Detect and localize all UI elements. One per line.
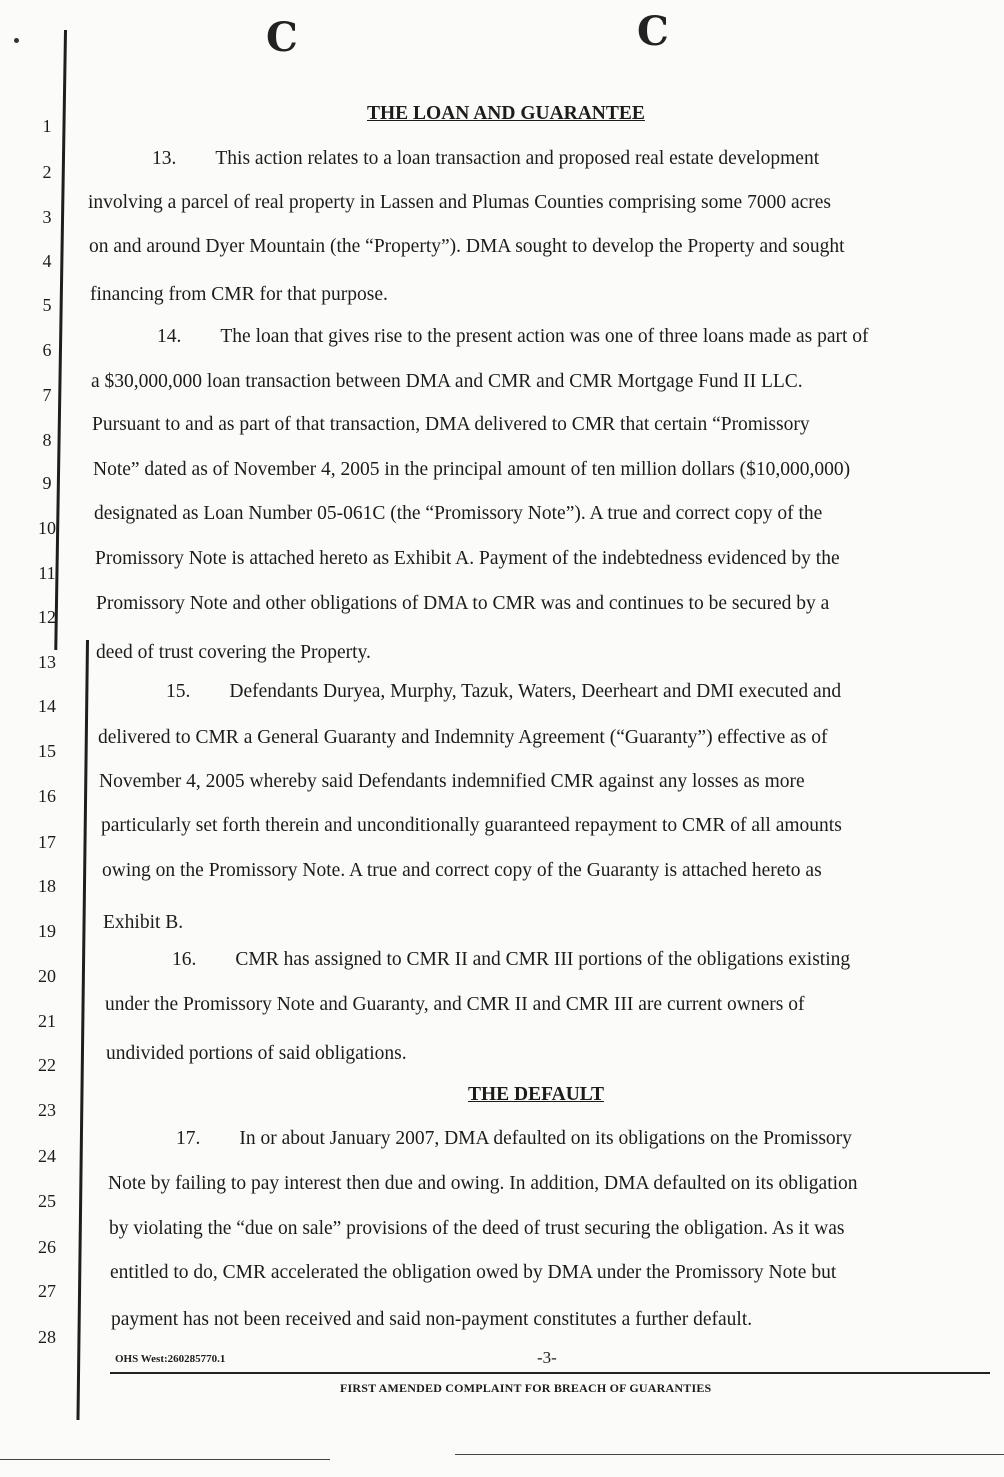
line-number: 9 — [42, 473, 52, 493]
text-line: on and around Dyer Mountain (the “Property”). DMA sought to develop the Property and sought — [89, 236, 845, 257]
text-line: financing from CMR for that purpose. — [90, 284, 388, 305]
line-number: 28 — [38, 1327, 56, 1347]
line-number: 1 — [42, 116, 52, 136]
text-line: Promissory Note is attached hereto as Exhibit A. Payment of the indebtedness evidenced by the — [95, 548, 840, 569]
line-number: 15 — [38, 741, 56, 761]
line-number: 10 — [38, 518, 56, 538]
text-line: 14. The loan that gives rise to the present action was one of three loans made as part of — [157, 326, 869, 347]
line-number: 23 — [38, 1100, 56, 1120]
line-number: 24 — [38, 1146, 56, 1166]
text-line: designated as Loan Number 05-061C (the “Promissory Note”). A true and correct copy of the — [94, 503, 823, 524]
text-line: 15. Defendants Duryea, Murphy, Tazuk, Waters, Deerheart and DMI executed and — [166, 681, 842, 702]
text-line: a $30,000,000 loan transaction between DMA and CMR and CMR Mortgage Fund II LLC. — [91, 371, 803, 392]
line-number: 8 — [42, 430, 52, 450]
text-line: owing on the Promissory Note. A true and correct copy of the Guaranty is attached hereto as — [102, 860, 822, 881]
line-number: 27 — [38, 1281, 56, 1301]
line-number: 3 — [42, 207, 52, 227]
footer-document-title: FIRST AMENDED COMPLAINT FOR BREACH OF GUARANTIES — [340, 1381, 712, 1395]
text-line: Exhibit B. — [103, 912, 184, 933]
hole-punch-mark-left: C — [266, 14, 298, 61]
section-heading-default: THE DEFAULT — [468, 1084, 604, 1105]
line-number: 12 — [38, 607, 56, 627]
line-number: 6 — [42, 340, 52, 360]
text-line: 17. In or about January 2007, DMA defaulted on its obligations on the Promissory — [176, 1128, 852, 1149]
text-line: November 4, 2005 whereby said Defendants indemnified CMR against any losses as more — [99, 771, 805, 792]
text-line: entitled to do, CMR accelerated the obligation owed by DMA under the Promissory Note but — [110, 1262, 837, 1283]
line-number: 25 — [38, 1191, 56, 1211]
text-line: Pursuant to and as part of that transaction, DMA delivered to CMR that certain “Promissory — [92, 414, 810, 435]
text-line: involving a parcel of real property in Lassen and Plumas Counties comprising some 7000 acres — [88, 192, 831, 213]
line-number: 4 — [42, 251, 52, 271]
margin-rule-lower — [76, 640, 89, 1420]
line-number: 26 — [38, 1237, 56, 1257]
line-number: 17 — [38, 832, 56, 852]
line-number: 20 — [38, 966, 56, 986]
footer-rule — [110, 1372, 990, 1374]
text-line: Promissory Note and other obligations of DMA to CMR was and continues to be secured by a — [96, 593, 830, 614]
line-number: 22 — [38, 1055, 56, 1075]
text-line: Note by failing to pay interest then due and owing. In addition, DMA defaulted on its obligation — [108, 1173, 858, 1194]
line-number: 13 — [38, 652, 56, 672]
hole-punch-mark-right: C — [637, 8, 669, 55]
text-line: under the Promissory Note and Guaranty, and CMR II and CMR III are current owners of — [105, 994, 805, 1015]
footer-page-number: -3- — [537, 1348, 557, 1367]
scan-speck — [14, 38, 19, 43]
text-line: Note” dated as of November 4, 2005 in the principal amount of ten million dollars ($10,000,000) — [93, 459, 851, 480]
line-number: 16 — [38, 786, 56, 806]
line-number: 21 — [38, 1011, 56, 1031]
text-line: particularly set forth therein and unconditionally guaranteed repayment to CMR of all amounts — [101, 815, 842, 836]
text-line: by violating the “due on sale” provisions of the deed of trust securing the obligation. As it was — [109, 1218, 845, 1239]
text-line: 16. CMR has assigned to CMR II and CMR III portions of the obligations existing — [172, 949, 851, 970]
section-heading-loan-and-guarantee: THE LOAN AND GUARANTEE — [367, 103, 645, 124]
line-number: 5 — [42, 295, 52, 315]
text-line: payment has not been received and said non-payment constitutes a further default. — [111, 1309, 753, 1330]
line-number: 14 — [38, 696, 56, 716]
text-line: delivered to CMR a General Guaranty and Indemnity Agreement (“Guaranty”) effective as of — [98, 727, 828, 748]
text-line: deed of trust covering the Property. — [96, 642, 371, 663]
line-number: 2 — [42, 162, 52, 182]
line-number: 11 — [38, 563, 56, 583]
line-number: 18 — [38, 876, 56, 896]
footer-document-id: OHS West:260285770.1 — [115, 1353, 226, 1365]
scan-edge-line-left — [0, 1459, 330, 1460]
line-number: 19 — [38, 921, 56, 941]
text-line: 13. This action relates to a loan transaction and proposed real estate development — [152, 148, 820, 169]
text-line: undivided portions of said obligations. — [106, 1043, 407, 1064]
scan-edge-line-right — [455, 1454, 1004, 1455]
line-number: 7 — [42, 385, 52, 405]
